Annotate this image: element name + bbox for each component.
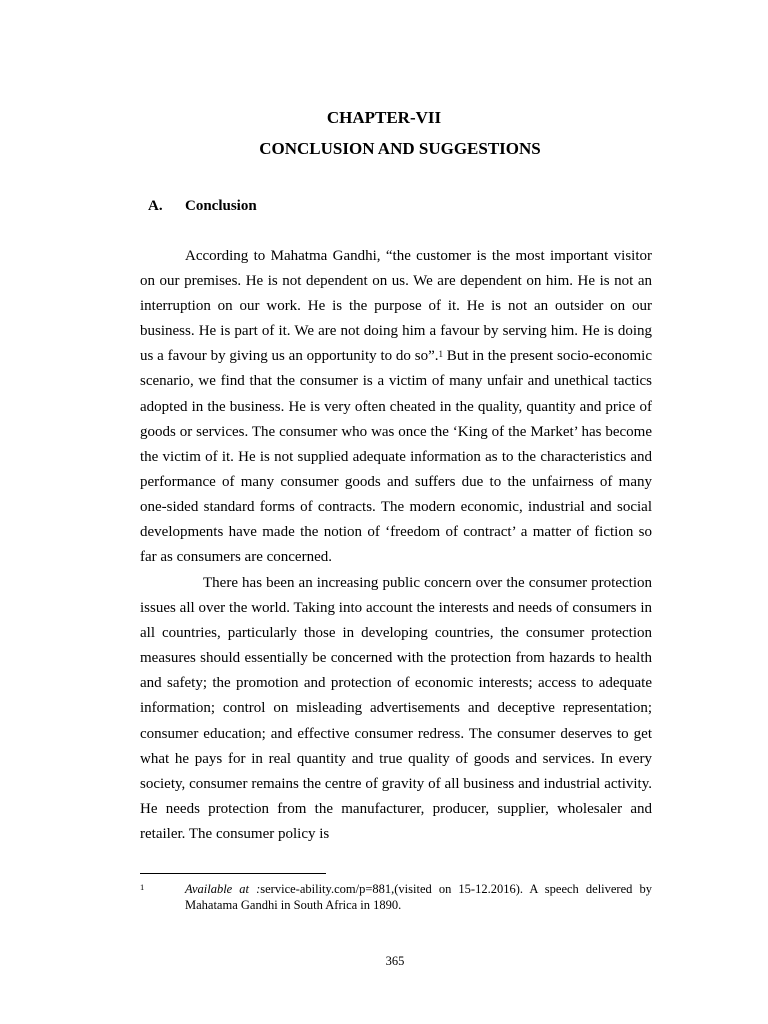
section-heading <box>148 197 257 215</box>
chapter-subtitle: CONCLUSION AND SUGGESTIONS <box>259 139 541 158</box>
paragraph-1-text-a: According to Mahatma Gandhi, “the customer is the most important visitor on our premises. He is not dependent on us. We are dependent on him. He is not an interruption on our work. He is the purpose of it. He is not an outsider on our business. He is part of it. We are not doing him a favour by serving him. He is doing us a favour by giving us an opportunity to do so”. <box>140 248 652 365</box>
footnote-number: 1 <box>140 882 145 892</box>
section-letter: A. <box>148 198 163 214</box>
footnote-divider <box>140 873 326 874</box>
footnote <box>140 881 652 913</box>
paragraph-2 <box>140 571 652 847</box>
footnote-text <box>185 881 652 913</box>
footnote-body: service-ability.com/p=881,(visited on 15-12.2016). A speech delivered by Mahatama Gandhi in South Africa in 1890. <box>185 882 652 912</box>
paragraph-1-text-b: But in the present socio-economic scenario, we find that the consumer is a victim of many unfair and unethical tactics adopted in the business. He is very often cheated in the quality, quantity and price of goods or services. The consumer who was once the ‘King of the Market’ has become the victim of it. He is not supplied adequate information as to the characteristics and performance of many consumer goods and suffers due to the unfairness of many one-sided standard forms of contracts. The modern economic, industrial and social developments have made the notion of ‘freedom of contract’ a matter of fiction so far as consumers are concerned. <box>140 348 652 566</box>
page-number: 365 <box>385 954 405 968</box>
footnote-italic-lead: Available at : <box>185 882 261 896</box>
paragraph-1 <box>140 244 652 570</box>
paragraph-2-text: There has been an increasing public concern over the consumer protection issues all over the world. Taking into account the interests and needs of consumers in all countries, particularly those in developing countries, the consumer protection measures should essentially be concerned with the protection from hazards to health and safety; the promotion and protection of economic interests; access to adequate information; control on misleading advertisements and deceptive representation; consumer education; and effective consumer redress. The consumer deserves to get what he pays for in real quantity and true quality of goods and services. In every society, consumer remains the centre of gravity of all business and industrial activity. He needs protection from the manufacturer, producer, supplier, wholesaler and retailer. The consumer policy is <box>140 575 652 842</box>
section-heading-text: Conclusion <box>185 198 257 214</box>
chapter-title: CHAPTER-VII <box>326 108 442 127</box>
footnote-reference-mark: 1 <box>438 349 443 360</box>
